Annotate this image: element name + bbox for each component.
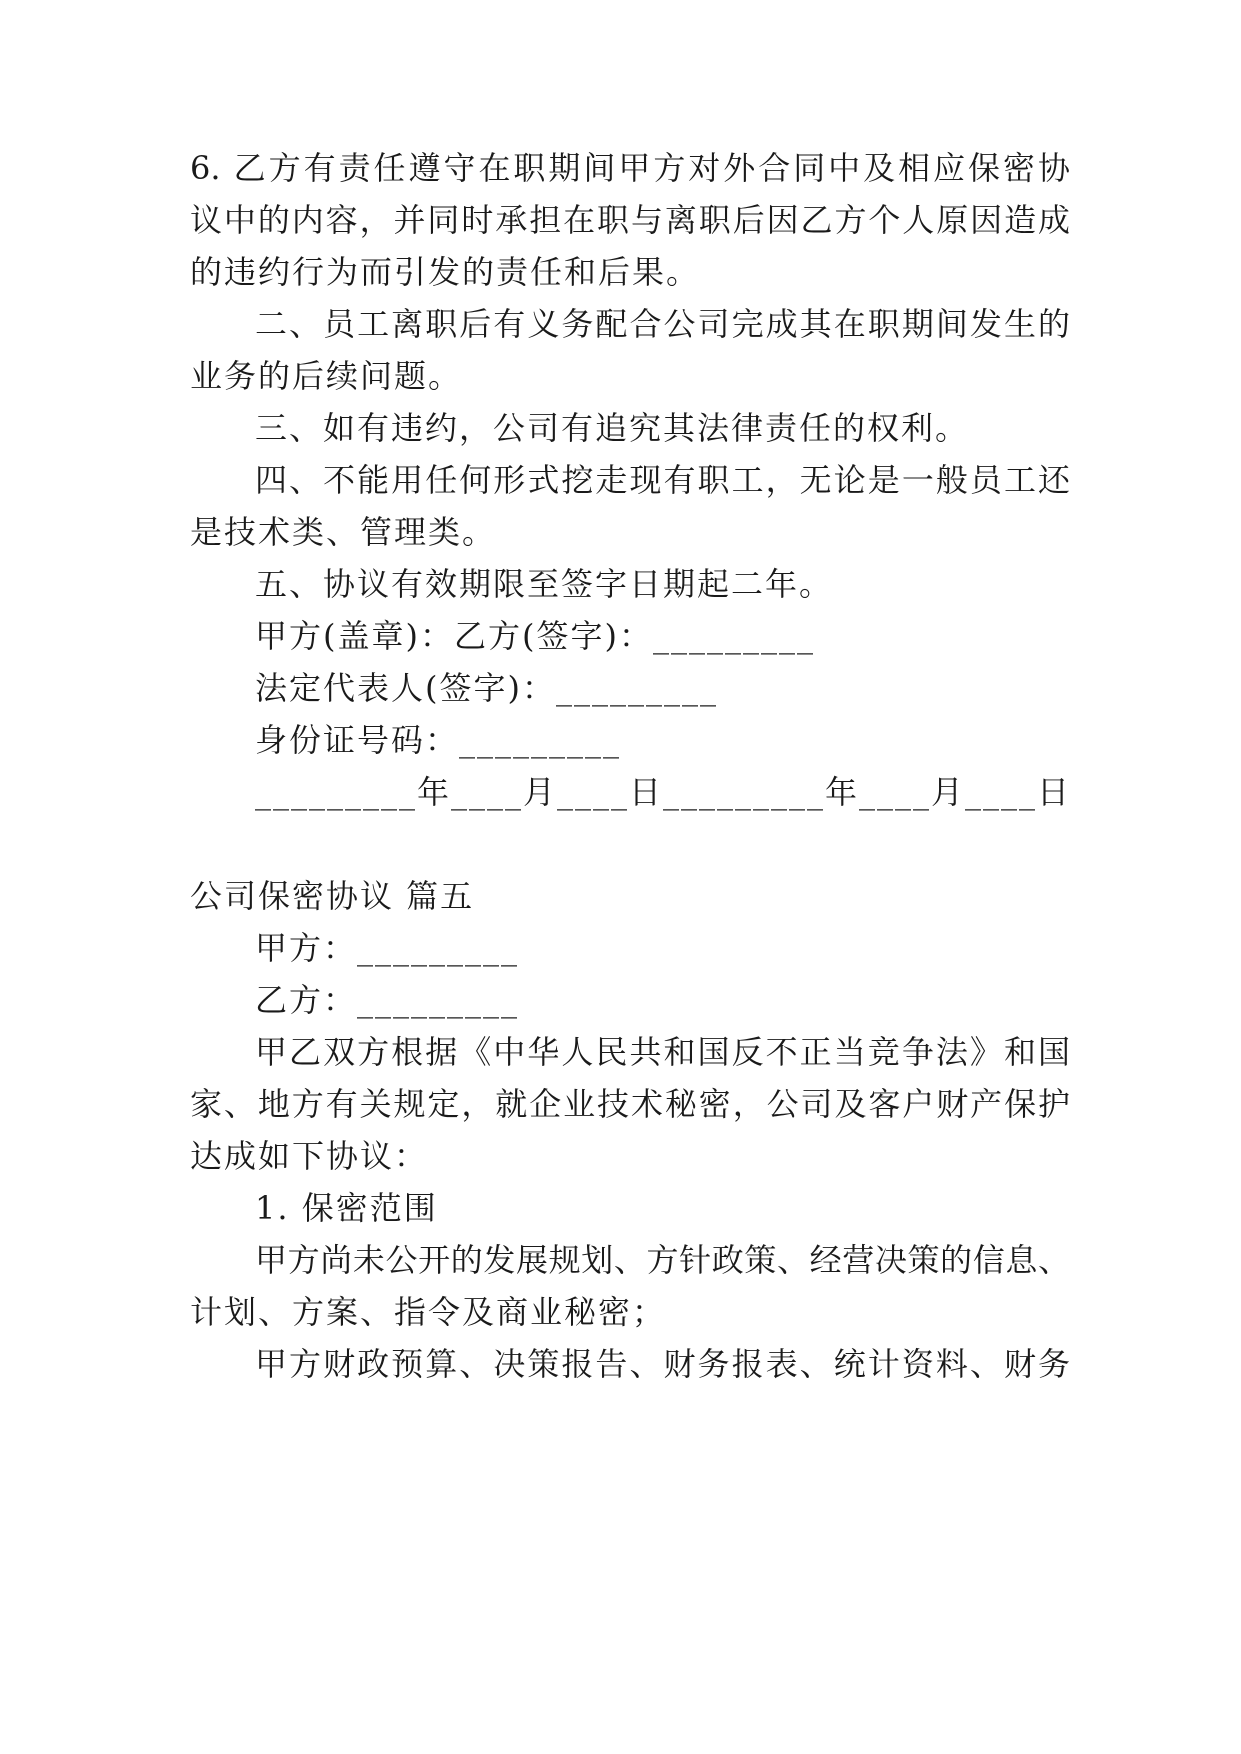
- item6-line-1: 6. 乙方有责任遵守在职期间甲方对外合同中及相应保密协: [190, 149, 1070, 187]
- signature-party-line: 甲方(盖章)：乙方(签字)：_________: [255, 617, 815, 655]
- clause-5: 五、协议有效期限至签字日期起二年。: [255, 565, 834, 603]
- clause-2-line-1: 二、员工离职后有义务配合公司完成其在职期间发生的: [255, 305, 1070, 343]
- signature-id-line: 身份证号码：_________: [255, 721, 622, 759]
- clause-3: 三、如有违约，公司有追究其法律责任的权利。: [255, 409, 970, 447]
- intro-line-3: 达成如下协议：: [190, 1137, 429, 1175]
- clause-4-line-2: 是技术类、管理类。: [190, 513, 497, 551]
- intro-line-1: 甲乙双方根据《中华人民共和国反不正当竞争法》和国: [255, 1033, 1070, 1071]
- scope-1-line-1: 甲方尚未公开的发展规划、方针政策、经营决策的信息、: [255, 1241, 1070, 1279]
- section-heading: 公司保密协议 篇五: [190, 877, 475, 915]
- signature-legal-rep-line: 法定代表人(签字)：_________: [255, 669, 718, 707]
- scope-2-line-1: 甲方财政预算、决策报告、财务报表、统计资料、财务: [255, 1345, 1070, 1383]
- signature-date-line: _________年____月____日_________年____月____日: [255, 773, 1072, 811]
- item-1-title: 1. 保密范围: [255, 1189, 438, 1227]
- party-a-line: 甲方：_________: [255, 929, 520, 967]
- party-b-line: 乙方：_________: [255, 981, 520, 1019]
- intro-line-2: 家、地方有关规定，就企业技术秘密，公司及客户财产保护: [190, 1085, 1070, 1123]
- item6-line-2: 议中的内容，并同时承担在职与离职后因乙方个人原因造成: [190, 201, 1070, 239]
- clause-2-line-2: 业务的后续问题。: [190, 357, 463, 395]
- scope-1-line-2: 计划、方案、指令及商业秘密；: [190, 1293, 667, 1331]
- item6-line-3: 的违约行为而引发的责任和后果。: [190, 253, 701, 291]
- clause-4-line-1: 四、不能用任何形式挖走现有职工，无论是一般员工还: [255, 461, 1070, 499]
